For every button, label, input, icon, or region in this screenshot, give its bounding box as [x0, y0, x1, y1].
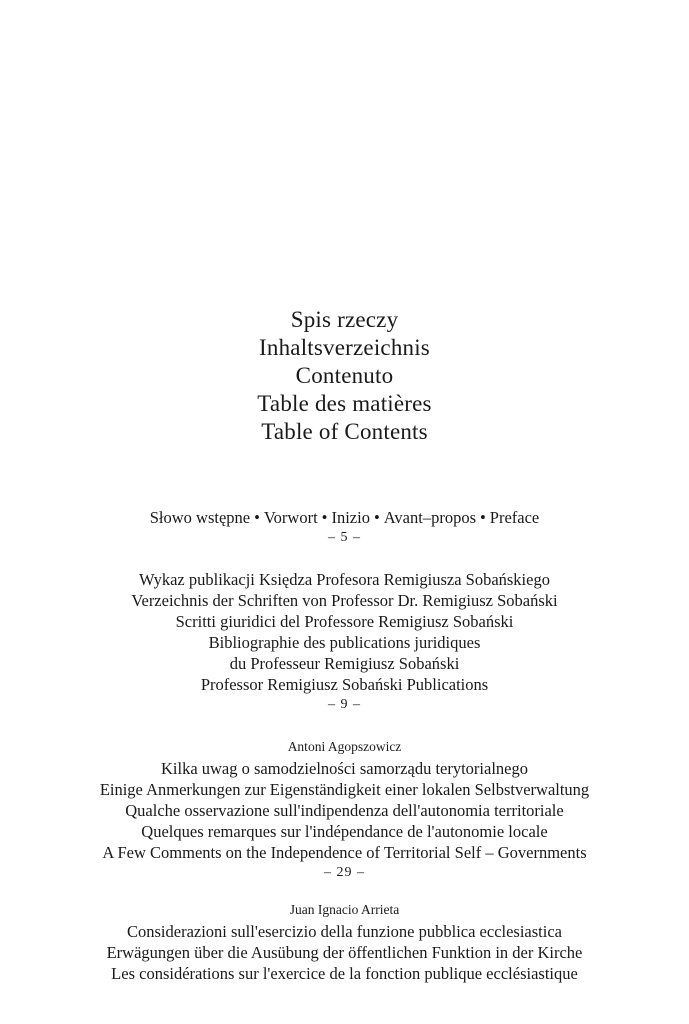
- title-german: Inhaltsverzeichnis: [259, 335, 430, 360]
- preface-label-german: Vorwort: [263, 508, 318, 527]
- entry-author: Juan Ignacio Arrieta: [289, 902, 400, 917]
- entry-author: Antoni Agopszowicz: [287, 739, 402, 754]
- toc-entry-arrieta: [0, 900, 689, 984]
- bullet-separator: •: [373, 508, 380, 527]
- bullet-separator: •: [480, 508, 486, 527]
- entry-title-line: du Professeur Remigiusz Sobański: [229, 654, 460, 673]
- entry-title-line: Qualche osservazione sull'indipendenza dell'autonomia territoriale: [125, 801, 564, 820]
- entry-title-line: Professor Remigiusz Sobański Publications: [200, 675, 489, 694]
- entry-title-line: Considerazioni sull'esercizio della funzione pubblica ecclesiastica: [126, 922, 562, 941]
- page-number: – 5 –: [328, 530, 361, 545]
- title-english: Table of Contents: [261, 419, 428, 444]
- preface-label-italian: Inizio: [331, 508, 370, 527]
- preface-label-polish: Słowo wstępne: [149, 508, 251, 527]
- toc-entry-bibliography: [0, 569, 689, 715]
- toc-titles: [0, 306, 689, 446]
- entry-title-line: Quelques remarques sur l'indépendance de l'autonomie locale: [141, 822, 548, 841]
- title-polish: Spis rzeczy: [290, 307, 399, 332]
- title-french: Table des matières: [257, 391, 432, 416]
- entry-title-line: Wykaz publikacji Księdza Profesora Remigiusza Sobańskiego: [139, 570, 550, 589]
- preface-label-french: Avant–propos: [383, 508, 476, 527]
- title-italian: Contenuto: [295, 363, 394, 388]
- toc-entry-preface: [0, 507, 689, 548]
- entry-title-line: Einige Anmerkungen zur Eigenständigkeit einer lokalen Selbstverwaltung: [99, 780, 590, 799]
- entry-title-line: Bibliographie des publications juridiques: [208, 633, 481, 652]
- bullet-separator: •: [254, 508, 260, 527]
- entry-title-line: Scritti giuridici del Professore Remigiusz Sobański: [175, 612, 514, 631]
- entry-title-line: Les considérations sur l'exercice de la fonction publique ecclésiastique: [111, 964, 578, 983]
- page-number: – 29 –: [324, 865, 365, 880]
- entry-title-line: Erwägungen über die Ausübung der öffentlichen Funktion in der Kirche: [106, 943, 583, 962]
- preface-label-english: Preface: [489, 508, 540, 527]
- entry-title-line: A Few Comments on the Independence of Territorial Self – Governments: [102, 843, 587, 862]
- entry-title-line: Verzeichnis der Schriften von Professor Dr. Remigiusz Sobański: [131, 591, 558, 610]
- toc-entry-agopszowicz: [0, 737, 689, 883]
- bullet-separator: •: [321, 508, 328, 527]
- entry-title-line: Kilka uwag o samodzielności samorządu terytorialnego: [160, 759, 528, 778]
- page-number: – 9 –: [328, 697, 361, 712]
- preface-line: [0, 507, 689, 528]
